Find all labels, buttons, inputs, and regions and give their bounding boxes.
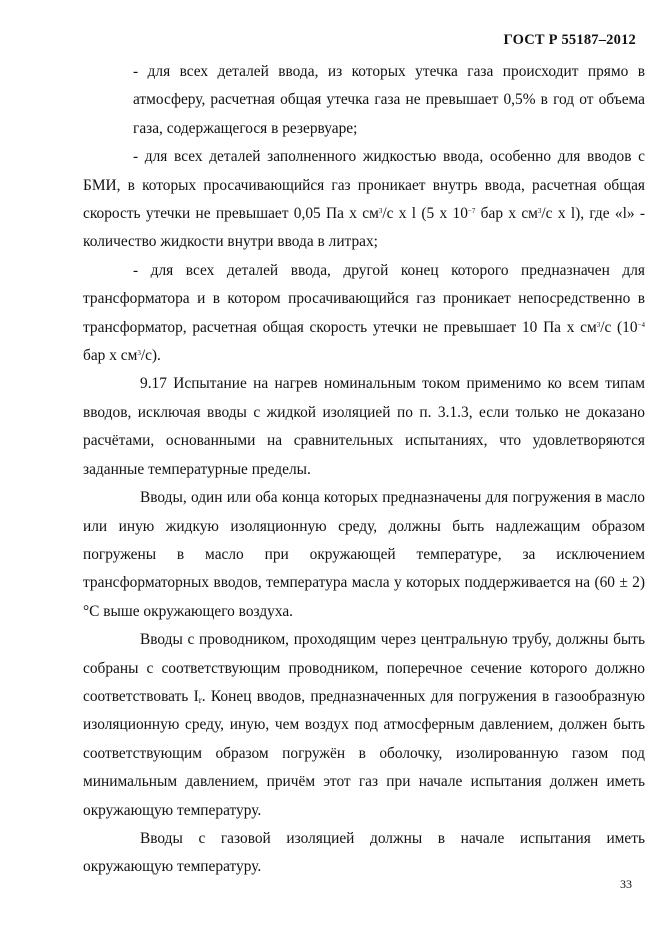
document-header: ГОСТ Р 55187–2012 [503,32,636,48]
page-number: 33 [620,877,632,891]
paragraph: Вводы, один или оба конца которых предназначены для погружения в масло или иную жидкую изоляционную среду, должны быть надлежащим образом погружены в масло при окружающей температуре, за исключением трансформаторных вводов, температура масла у которых поддерживается на (60 ± 2)°С выше окружающего воздуха. [83,489,645,620]
conductor-paragraph: Вводы с проводником, проходящим через центральную трубу, должны быть собраны с соответствующим проводником, поперечное сечение которого должно соответствовать $I_r$. Конец вводов, предназначенных для погружения в газообразную изоляционную среду, иную, чем воздух под атмосферным давлением, должен быть соответствующим образом погружён в оболочку, изолированную газом под минимальным давлением, причём этот газ при начале испытания должен иметь окружающую температуру. [83,631,645,819]
list-item: - для всех деталей ввода, другой конец которого предназначен для трансформатора и в котором просачивающийся газ проникает непосредственно в трансформатор, расчетная общая скорость утечки не превышает 10 Па х $см^3/с$ ($10^{-4}$ бар х $см^3/с$). [83,261,645,365]
clause-9-17-paragraph: 9.17 Испытание на нагрев номинальным током применимо ко всем типам вводов, исключая вводы с жидкой изоляцией по п. 3.1.3, если только не доказано расчётами, основанными на сравнительных испытаниях, что удовлетворяются заданные температурные пределы. [83,375,645,478]
gas-insulation-paragraph: Вводы с газовой изоляцией должны в начале испытания иметь окружающую температуру. [83,829,645,876]
page-body [83,58,645,882]
list-item: - для всех деталей ввода, из которых утечка газа происходит прямо в атмосферу, расчетная общая утечка газа не превышает 0,5% в год от объема газа, содержащегося в резервуаре; [133,63,645,137]
list-item: - для всех деталей заполненного жидкостью ввода, особенно для вводов с БМИ, в которых просачивающийся газ проникает внутрь ввода, расчетная общая скорость утечки не превышает 0,05 Па х $см^3/с$ х l (5 х $10^{-7}$ бар х $см^3/с$ х l), где «l» - количество жидкости внутри ввода в литрах; [83,148,645,251]
